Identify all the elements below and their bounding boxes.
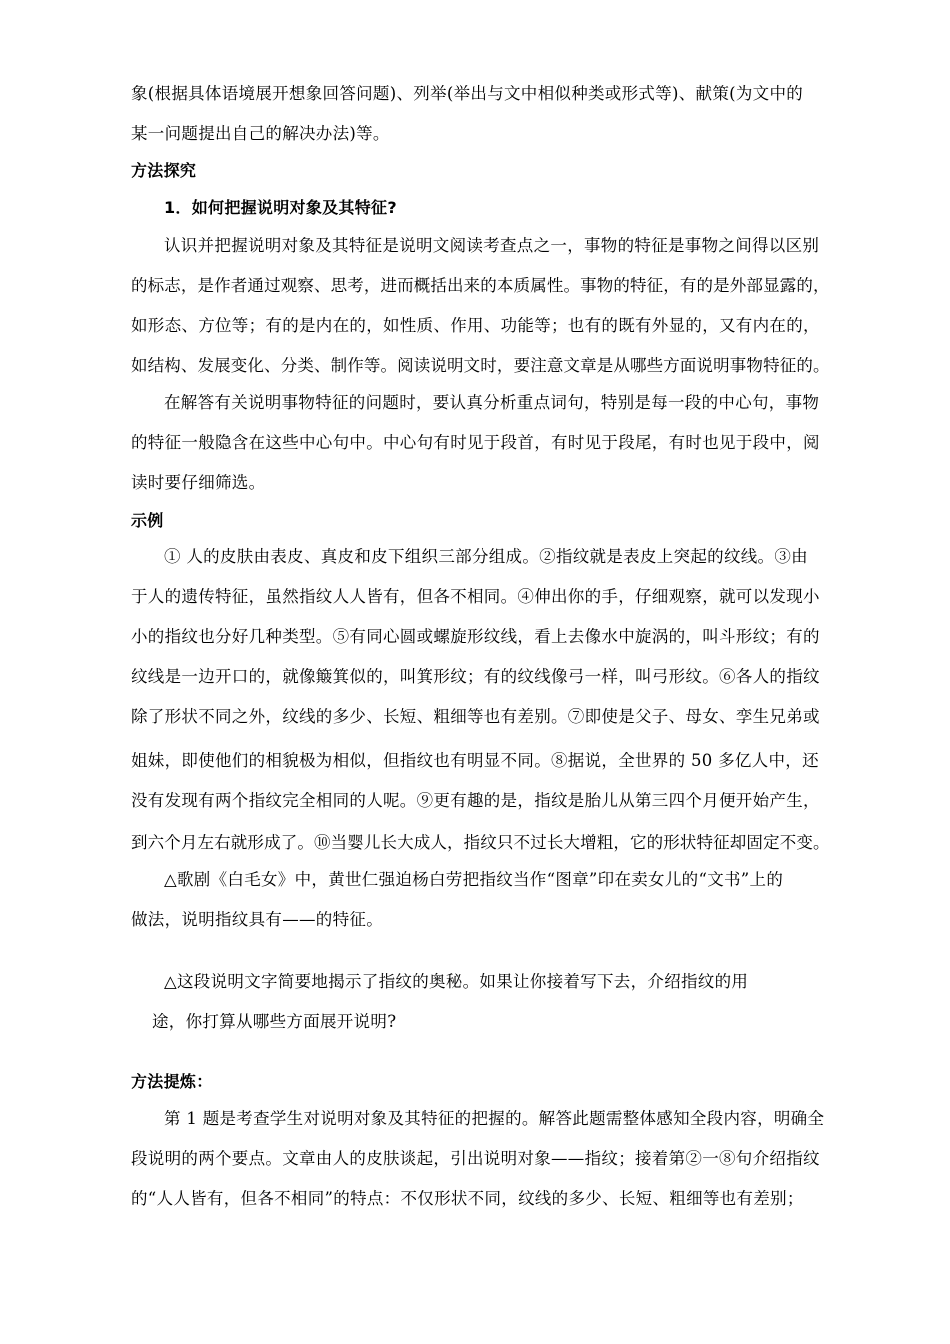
question-line: 做法，说明指纹具有——的特征。 [131, 910, 383, 929]
question-line: 途，你打算从哪些方面展开说明? [152, 1012, 397, 1031]
example-line: 小的指纹也分好几种类型。⑤有同心圆或螺旋形纹线，看上去像水中旋涡的，叫斗形纹；有的 [131, 627, 820, 646]
section-heading-example: 示例 [131, 511, 164, 530]
example-line: 除了形状不同之外，纹线的多少、长短、粗细等也有差别。⑦即使是父子、母女、孪生兄弟或 [131, 707, 820, 726]
intro-line: 象(根据具体语境展开想象回答问题)、列举(举出与文中相似种类或形式等)、献策(为文中的 [131, 84, 804, 103]
section-heading-method: 方法探究 [131, 161, 197, 180]
example-line: 纹线是一边开口的，就像簸箕似的，叫箕形纹；有的纹线像弓一样，叫弓形纹。⑥各人的指纹 [131, 667, 820, 686]
paragraph-line: 的标志，是作者通过观察、思考，进而概括出来的本质属性。事物的特征，有的是外部显露的， [131, 276, 830, 295]
paragraph-line: 如形态、方位等；有的是内在的，如性质、作用、功能等；也有的既有外显的，又有内在的， [131, 316, 820, 335]
paragraph-line: 认识并把握说明对象及其特征是说明文阅读考查点之一，事物的特征是事物之间得以区别 [164, 236, 820, 255]
intro-line: 某一问题提出自己的解决办法)等。 [131, 124, 390, 143]
question-heading: 1．如何把握说明对象及其特征? [164, 198, 397, 217]
section-heading-refine: 方法提炼： [131, 1072, 213, 1091]
refine-line: 第 1 题是考查学生对说明对象及其特征的把握的。解答此题需整体感知全段内容，明确全 [164, 1109, 825, 1128]
example-line: 于人的遗传特征，虽然指纹人人皆有，但各不相同。④伸出你的手，仔细观察，就可以发现小 [131, 587, 820, 606]
question-line: △歌剧《白毛女》中，黄世仁强迫杨白劳把指纹当作“图章”印在卖女儿的“文书”上的 [164, 870, 784, 889]
paragraph-line: 如结构、发展变化、分类、制作等。阅读说明文时，要注意文章是从哪些方面说明事物特征的。 [131, 356, 830, 375]
refine-line: 段说明的两个要点。文章由人的皮肤谈起，引出说明对象——指纹；接着第②一⑧句介绍指纹 [131, 1149, 820, 1168]
example-line: 到六个月左右就形成了。⑩当婴儿长大成人，指纹只不过长大增粗，它的形状特征却固定不变。 [131, 833, 830, 852]
paragraph-line: 在解答有关说明事物特征的问题时，要认真分析重点词句，特别是每一段的中心句，事物 [164, 393, 820, 412]
example-line: ① 人的皮肤由表皮、真皮和皮下组织三部分组成。②指纹就是表皮上突起的纹线。③由 [164, 547, 808, 566]
paragraph-line: 读时要仔细筛选。 [131, 473, 266, 492]
refine-line: 的“人人皆有，但各不相同”的特点：不仅形状不同，纹线的多少、长短、粗细等也有差别； [131, 1189, 804, 1208]
paragraph-line: 的特征一般隐含在这些中心句中。中心句有时见于段首，有时见于段尾，有时也见于段中，阅 [131, 433, 820, 452]
example-line: 没有发现有两个指纹完全相同的人呢。⑨更有趣的是，指纹是胎儿从第三四个月便开始产生， [131, 791, 820, 810]
question-line: △这段说明文字简要地揭示了指纹的奥秘。如果让你接着写下去，介绍指纹的用 [164, 972, 749, 991]
example-line: 姐妹，即使他们的相貌极为相似，但指纹也有明显不同。⑧据说，全世界的 50 多亿人中，还 [131, 751, 819, 770]
